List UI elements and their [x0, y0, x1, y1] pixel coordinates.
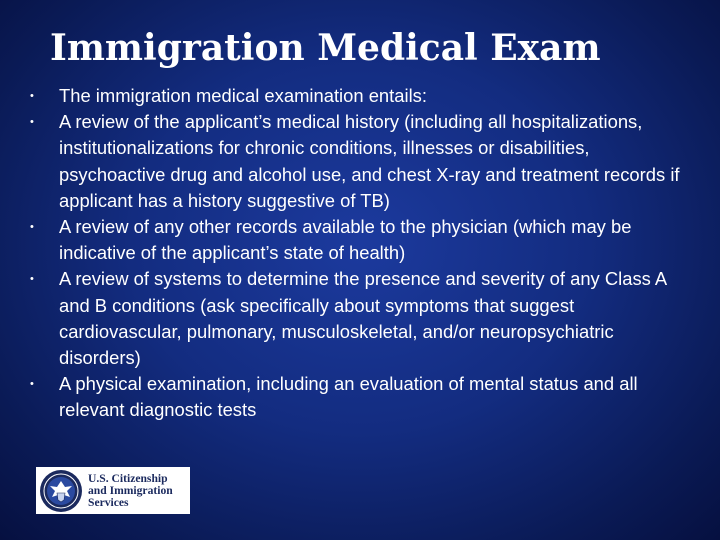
bullet-text: The immigration medical examination entails: [59, 85, 427, 106]
logo-line: Services [88, 495, 129, 509]
bullet-item [26, 214, 698, 266]
bullet-dot: • [30, 90, 34, 102]
slide-title: Immigration Medical Exam [50, 27, 601, 69]
bullet-dot: • [30, 221, 34, 234]
bullet-item [26, 371, 698, 423]
bullet-text: A review of systems to determine the presence and severity of any Class A and B conditions (ask specifically about symptoms that suggest cardiovascular, pulmonary, musculoskeletal, and/or neuropsychiatric disorders) [59, 268, 667, 369]
bullet-list [26, 83, 698, 424]
dhs-seal-icon [39, 469, 83, 513]
bullet-item [26, 266, 698, 371]
uscis-logo [36, 467, 190, 514]
bullet-dot: • [30, 116, 34, 129]
logo-wordmark [88, 473, 173, 509]
bullet-text: A physical examination, including an evaluation of mental status and all relevant diagnostic tests [59, 373, 638, 421]
logo-line: and Immigration [88, 483, 173, 497]
bullet-dot: • [30, 378, 34, 391]
bullet-item [26, 109, 698, 214]
logo-line: U.S. Citizenship [88, 471, 168, 485]
bullet-text: A review of any other records available to the physician (which may be indicative of the applicant’s state of health) [59, 216, 632, 264]
bullet-text: A review of the applicant’s medical history (including all hospitalizations, institutionalizations for chronic conditions, illnesses or disabilities, psychoactive drug and alcohol use, and chest X-ray and treatment records if applicant has a history suggestive of TB) [59, 111, 680, 211]
bullet-item [26, 83, 698, 109]
bullet-dot: • [30, 273, 34, 286]
